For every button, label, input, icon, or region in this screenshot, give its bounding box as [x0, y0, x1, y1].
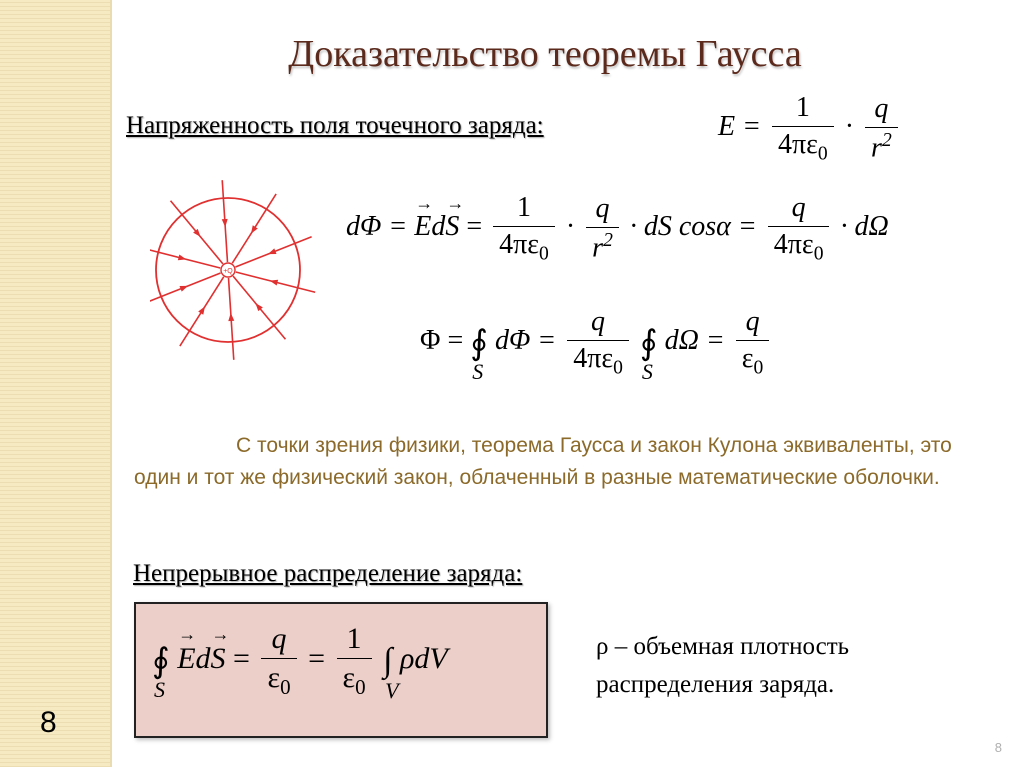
box-sub1: 0 [280, 675, 291, 699]
field-arrowhead [228, 313, 234, 321]
formula-phi-mid2: dΩ = [664, 325, 725, 357]
formula-dphi-vec-s: → S [445, 211, 459, 243]
contour-integral-2-sign: ∮ [639, 324, 658, 362]
formula-phi-den2 [736, 341, 770, 380]
formula-e-sub: 0 [817, 143, 828, 165]
field-arrowhead [179, 286, 188, 292]
box-volume-integral [383, 642, 399, 703]
formula-dphi-den1-text: 4πε [499, 229, 540, 260]
formula-dphi-eq1: = [466, 211, 483, 243]
formula-dphi-frac2 [586, 193, 619, 264]
contour-integral-2 [639, 323, 658, 384]
formula-dphi-sup2: 2 [603, 230, 613, 252]
formula-dphi-den2 [586, 228, 619, 264]
formula-dphi-den3 [768, 227, 830, 266]
field-arrowhead [270, 280, 278, 286]
formula-dphi-num3: q [768, 192, 830, 227]
formula-dphi-den2-text: r [592, 232, 604, 264]
slide-number-small: 8 [994, 740, 1002, 755]
physics-statement: С точки зрения физики, теорема Гаусса и закон Кулона эквиваленты, это один и тот же физический закон, облаченный в разные математические оболочки. [134, 434, 952, 489]
formula-dphi-num1: 1 [493, 192, 555, 227]
field-arrowhead [222, 219, 228, 227]
formula-e-den2 [865, 128, 898, 164]
box-num1: q [261, 622, 296, 659]
formula-phi-num1: q [567, 306, 629, 341]
field-arrowhead [198, 306, 205, 314]
formula-e-dot: · [844, 111, 855, 143]
box-tail: ρdV [399, 641, 448, 675]
formula-phi-num2: q [736, 306, 770, 341]
formula-e-lhs: E = [718, 111, 761, 143]
formula-dphi-vec-e: → E [414, 211, 431, 243]
box-den1 [261, 659, 296, 700]
formula-phi [420, 306, 773, 384]
contour-integral-1-limit: S [472, 358, 484, 384]
formula-e-den2-text: r [871, 132, 882, 164]
formula-phi-sub1: 0 [613, 357, 623, 379]
formula-dphi-mid: · dS cosα = [629, 211, 757, 243]
formula-phi-mid1: dΦ = [494, 325, 557, 357]
formula-e-den1 [772, 127, 834, 166]
formula-e-frac1 [772, 92, 834, 166]
formula-dphi-d: d [431, 211, 446, 243]
formula-box [134, 602, 548, 738]
box-frac2 [337, 622, 372, 700]
formula-dphi-end: · dΩ [840, 211, 889, 243]
box-d: d [195, 641, 211, 675]
formula-e-num2: q [865, 93, 898, 128]
box-contour-integral [152, 641, 170, 702]
formula-dphi-sub1: 0 [539, 243, 549, 265]
box-vec-e: → E [177, 642, 195, 676]
formula-phi-den2-text: ε [741, 343, 754, 374]
formula-dphi-dot1: · [565, 211, 576, 243]
side-strip [0, 0, 112, 767]
rho-note-line1: ρ – объемная плотность [596, 633, 850, 660]
formula-dphi-frac1 [493, 192, 555, 266]
slide-title: Доказательство теоремы Гаусса [288, 33, 802, 75]
heading-continuous-distribution: Непрерывное распределение заряда: [133, 560, 523, 587]
field-arrowhead [178, 254, 186, 260]
formula-dphi-frac3 [768, 192, 830, 266]
box-den1-text: ε [267, 661, 281, 694]
box-eq2: = [308, 641, 325, 675]
heading-point-charge: Напряженность поля точечного заряда: [126, 112, 544, 139]
field-arrowhead [251, 225, 258, 233]
box-sub2: 0 [355, 675, 366, 699]
formula-dphi-num2: q [586, 193, 619, 228]
box-frac1 [261, 622, 296, 700]
formula-dphi-den1 [493, 227, 555, 266]
field-diagram [150, 178, 320, 368]
formula-phi-lhs: Φ = [420, 325, 464, 357]
formula-e-frac2 [865, 93, 898, 164]
formula-e-sup: 2 [881, 130, 892, 152]
contour-integral-2-limit: S [641, 358, 653, 384]
box-num2: 1 [337, 622, 372, 659]
slide-number: 8 [40, 706, 57, 739]
formula-gauss-volume [152, 622, 448, 703]
field-line [150, 248, 220, 268]
formula-phi-sub2: 0 [753, 357, 764, 379]
box-den2-text: ε [342, 661, 356, 694]
box-contour-integral-sign: ∮ [152, 643, 170, 680]
box-volume-integral-sign: ∫ [383, 642, 393, 679]
formula-dphi-den3-text: 4πε [773, 229, 814, 260]
formula-dphi [346, 192, 889, 266]
formula-phi-den1-text: 4πε [573, 343, 614, 374]
box-contour-integral-limit: S [154, 677, 165, 702]
formula-phi-frac2 [736, 306, 770, 380]
rho-note-line2: распределения заряда. [596, 671, 835, 698]
box-volume-integral-limit: V [385, 678, 399, 703]
charge-label: +Q [223, 268, 233, 275]
formula-phi-den1 [567, 341, 629, 380]
rho-note [596, 628, 849, 704]
contour-integral-1 [470, 323, 488, 384]
formula-e-num1: 1 [772, 92, 834, 127]
box-vec-s: → S [211, 642, 226, 676]
contour-integral-1-sign: ∮ [470, 324, 488, 362]
formula-e-den1-text: 4πε [778, 129, 818, 160]
formula-phi-frac1 [567, 306, 629, 380]
formula-dphi-sub3: 0 [813, 243, 824, 265]
formula-dphi-lhs: dΦ = [346, 211, 408, 243]
field-arrowhead [268, 248, 277, 254]
box-den2 [337, 659, 372, 700]
box-eq1: = [233, 641, 250, 675]
formula-e [718, 92, 902, 166]
